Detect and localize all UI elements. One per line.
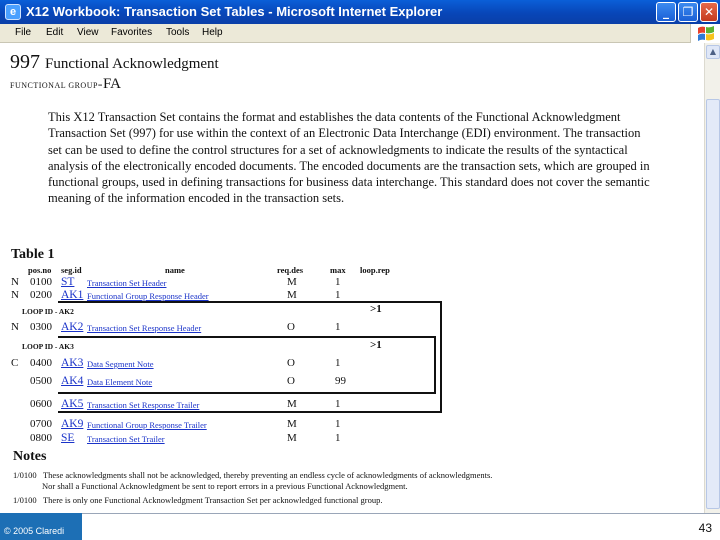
row-req: M xyxy=(287,432,297,444)
seg-link-ak2[interactable]: AK2 xyxy=(61,321,84,333)
loop-rep-ak2: >1 xyxy=(370,303,382,315)
functional-group xyxy=(10,76,121,93)
row-num: 0100 xyxy=(30,276,52,288)
menu-tools[interactable]: Tools xyxy=(166,27,190,38)
page-title xyxy=(10,51,219,74)
row-num: 0300 xyxy=(30,321,52,333)
note-ref: 1/0100 xyxy=(13,470,37,480)
table-row xyxy=(0,276,704,290)
footer-divider xyxy=(82,513,720,514)
row-req: O xyxy=(287,375,295,387)
col-max: max xyxy=(330,265,346,275)
row-req: M xyxy=(287,398,297,410)
row-num: 0800 xyxy=(30,432,52,444)
title-bar xyxy=(0,0,720,24)
row-pos: C xyxy=(11,357,19,369)
menu-view[interactable]: View xyxy=(77,27,99,38)
note-continuation: Nor shall a Functional Acknowledgment be sent to report errors in a previous Functional Acknowledgment. xyxy=(42,481,408,491)
name-link-ak5[interactable]: Transaction Set Response Trailer xyxy=(87,400,200,410)
table-row xyxy=(0,398,704,412)
name-link-ak3[interactable]: Data Segment Note xyxy=(87,359,154,369)
windows-logo-icon xyxy=(690,24,720,43)
table-row xyxy=(0,418,704,432)
page-number: 43 xyxy=(698,521,712,535)
row-max: 1 xyxy=(335,418,341,430)
seg-link-ak1[interactable]: AK1 xyxy=(61,289,84,301)
scroll-up-icon[interactable]: ▲ xyxy=(706,45,720,59)
col-name: name xyxy=(165,265,185,275)
loop-ak2-bottom-line xyxy=(58,411,440,413)
col-seg-id: seg.id xyxy=(61,265,82,275)
table-row xyxy=(0,375,704,389)
seg-link-ak9[interactable]: AK9 xyxy=(61,418,84,430)
ie-window-icon[interactable]: e xyxy=(5,4,21,20)
menu-file[interactable]: File xyxy=(15,27,32,38)
name-link-ak2[interactable]: Transaction Set Response Header xyxy=(87,323,202,333)
row-max: 1 xyxy=(335,357,341,369)
ts-number: 997 xyxy=(10,51,40,73)
loop-ak3-bracket xyxy=(380,336,436,394)
name-link-se[interactable]: Transaction Set Trailer xyxy=(87,434,165,444)
name-link-st[interactable]: Transaction Set Header xyxy=(87,278,167,288)
copyright: © 2005 Claredi xyxy=(0,513,82,540)
table-row xyxy=(0,432,704,446)
loop-ak3-bottom-line xyxy=(58,392,436,394)
name-link-ak4[interactable]: Data Element Note xyxy=(87,377,153,387)
col-req-des: req.des xyxy=(277,265,304,275)
notes-title: Notes xyxy=(13,449,47,464)
row-req: O xyxy=(287,357,295,369)
row-req: O xyxy=(287,321,295,333)
menu-favorites[interactable]: Favorites xyxy=(111,27,153,38)
note-ref: 1/0100 xyxy=(13,495,37,505)
menu-edit[interactable]: Edit xyxy=(46,27,64,38)
row-req: M xyxy=(287,418,297,430)
slide-footer xyxy=(0,513,720,540)
seg-link-st[interactable]: ST xyxy=(61,276,75,288)
ts-name: Functional Acknowledgment xyxy=(45,56,219,72)
row-req: M xyxy=(287,276,297,288)
row-num: 0600 xyxy=(30,398,52,410)
row-pos: N xyxy=(11,321,19,333)
document-area xyxy=(0,43,704,513)
row-max: 1 xyxy=(335,289,341,301)
seg-link-se[interactable]: SE xyxy=(61,432,75,444)
seg-link-ak5[interactable]: AK5 xyxy=(61,398,84,410)
table-title: Table 1 xyxy=(11,247,55,262)
name-link-ak9[interactable]: Functional Group Response Trailer xyxy=(87,420,207,430)
row-num: 0500 xyxy=(30,375,52,387)
row-req: M xyxy=(287,289,297,301)
row-num: 0700 xyxy=(30,418,52,430)
table-row xyxy=(0,321,704,335)
row-max: 1 xyxy=(335,321,341,333)
row-pos: N xyxy=(11,276,19,288)
note-item xyxy=(13,470,492,480)
vertical-scrollbar[interactable] xyxy=(704,43,720,513)
group-code: FA xyxy=(102,76,122,92)
row-max: 1 xyxy=(335,432,341,444)
close-button[interactable]: ✕ xyxy=(700,2,718,22)
window-title: X12 Workbook: Transaction Set Tables - Microsoft Internet Explorer xyxy=(26,4,443,19)
intro-paragraph: This X12 Transaction Set contains the format and establishes the data contents of the Functional Acknowledgment Transaction Set (997) for use within the context of an Electronic Data Interchange (EDI) environment. The transaction set can be used to define the control structures for a set of acknowledgments to indicate the results of the syntactical analysis of the electronically encoded documents. The encoded documents are the transaction sets, which are grouped in functional groups, used in defining transactions for business data interchange. This standard does not cover the semantic meaning of the information encoded in the transaction sets. xyxy=(48,110,650,206)
scroll-thumb[interactable] xyxy=(706,99,720,509)
row-max: 1 xyxy=(335,276,341,288)
row-max: 1 xyxy=(335,398,341,410)
note-item xyxy=(13,495,382,505)
loop-rep-ak3: >1 xyxy=(370,339,382,351)
row-num: 0200 xyxy=(30,289,52,301)
menu-bar xyxy=(0,24,720,43)
maximize-button[interactable]: ❐ xyxy=(678,2,698,22)
seg-link-ak4[interactable]: AK4 xyxy=(61,375,84,387)
name-link-ak1[interactable]: Functional Group Response Header xyxy=(87,291,209,301)
row-pos: N xyxy=(11,289,19,301)
minimize-button[interactable]: _ xyxy=(656,2,676,22)
col-loop-rep: loop.rep xyxy=(360,265,390,275)
row-max: 99 xyxy=(335,375,346,387)
loop-label-ak2: LOOP ID - AK2 xyxy=(22,307,74,316)
row-num: 0400 xyxy=(30,357,52,369)
col-pos-no: pos.no xyxy=(28,265,52,275)
table-row xyxy=(0,357,704,371)
group-label: FUNCTIONAL GROUP= xyxy=(10,81,103,90)
seg-link-ak3[interactable]: AK3 xyxy=(61,357,84,369)
menu-help[interactable]: Help xyxy=(202,27,223,38)
loop-label-ak3: LOOP ID - AK3 xyxy=(22,342,74,351)
note-text: These acknowledgments shall not be acknowledged, thereby preventing an endless cycle of acknowledgments of acknowledgments. xyxy=(42,470,493,480)
note-text: There is only one Functional Acknowledgment Transaction Set per acknowledged functional group. xyxy=(42,495,383,505)
